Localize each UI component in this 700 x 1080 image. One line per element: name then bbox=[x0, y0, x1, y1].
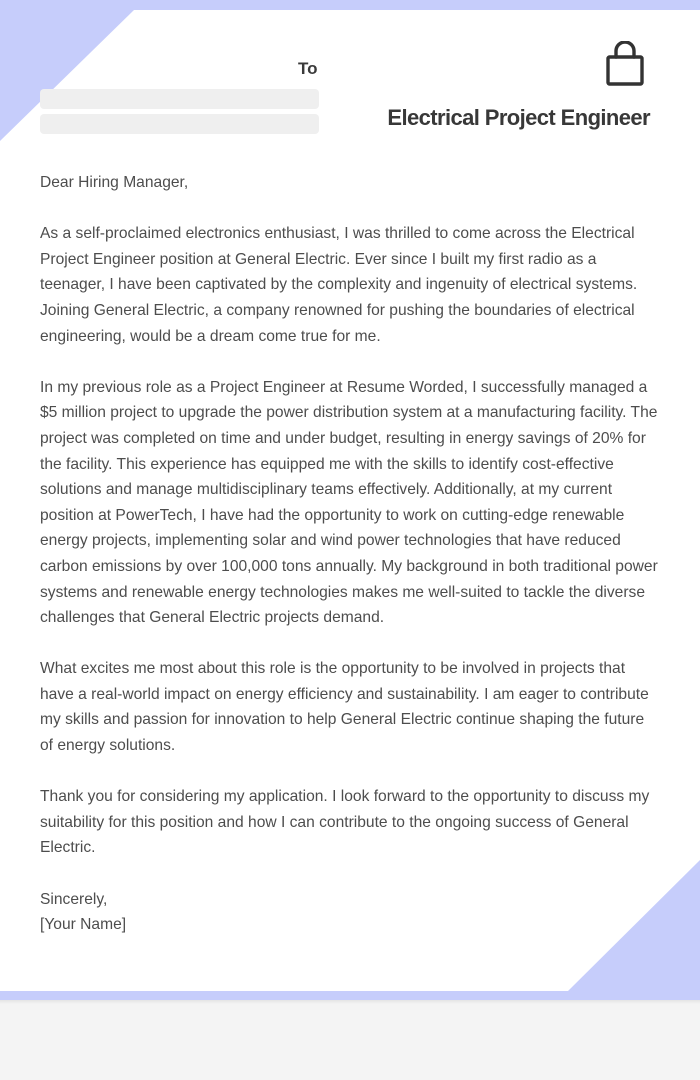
shopping-bag-icon bbox=[605, 41, 645, 87]
letter-body bbox=[40, 170, 660, 938]
closing: Sincerely, bbox=[40, 890, 108, 908]
letter-paragraph: Thank you for considering my application. I look forward to the opportunity to discuss my suitability for this position and how I can contribute to the ongoing success of General Electric. bbox=[40, 788, 650, 857]
letter-paragraph: In my previous role as a Project Engineer at Resume Worded, I successfully managed a $5 million project to upgrade the power distribution system at a manufacturing facility. The project was completed on time and under budget, resulting in energy savings of 20% for the facility. This experience has equipped me with the skills to identify cost-effective solutions and manage multidisciplinary teams effectively. Additionally, at my current position at PowerTech, I have had the opportunity to work on cutting-edge renewable energy projects, implementing solar and wind power technologies that have reduced carbon emissions by over 100,000 tons annually. My background in both traditional power systems and renewable energy technologies makes me well-suited to tackle the diverse challenges that General Electric projects demand. bbox=[40, 378, 658, 627]
recipient-label: To bbox=[298, 59, 318, 78]
letter-paragraph: As a self-proclaimed electronics enthusiast, I was thrilled to come across the Electrical Project Engineer position at General Electric. Ever since I built my first radio as a teenager, I have been captivated by the complexity and ingenuity of electrical systems. Joining General Electric, a company renowned for pushing the boundaries of electrical engineering, would be a dream come true for me. bbox=[40, 225, 638, 345]
cover-letter-document bbox=[0, 10, 700, 991]
recipient-address-line bbox=[40, 89, 319, 109]
letter-paragraph: What excites me most about this role is the opportunity to be involved in projects that have a real-world impact on energy efficiency and sustainability. I am eager to contribute my skills and passion for innovation to help General Electric continue shaping the future of energy solutions. bbox=[40, 660, 649, 755]
recipient-address-line bbox=[40, 114, 319, 134]
page-shadow bbox=[0, 1000, 700, 1004]
signature: [Your Name] bbox=[40, 916, 127, 934]
salutation: Dear Hiring Manager, bbox=[40, 174, 189, 191]
job-title-heading: Electrical Project Engineer bbox=[387, 105, 650, 130]
